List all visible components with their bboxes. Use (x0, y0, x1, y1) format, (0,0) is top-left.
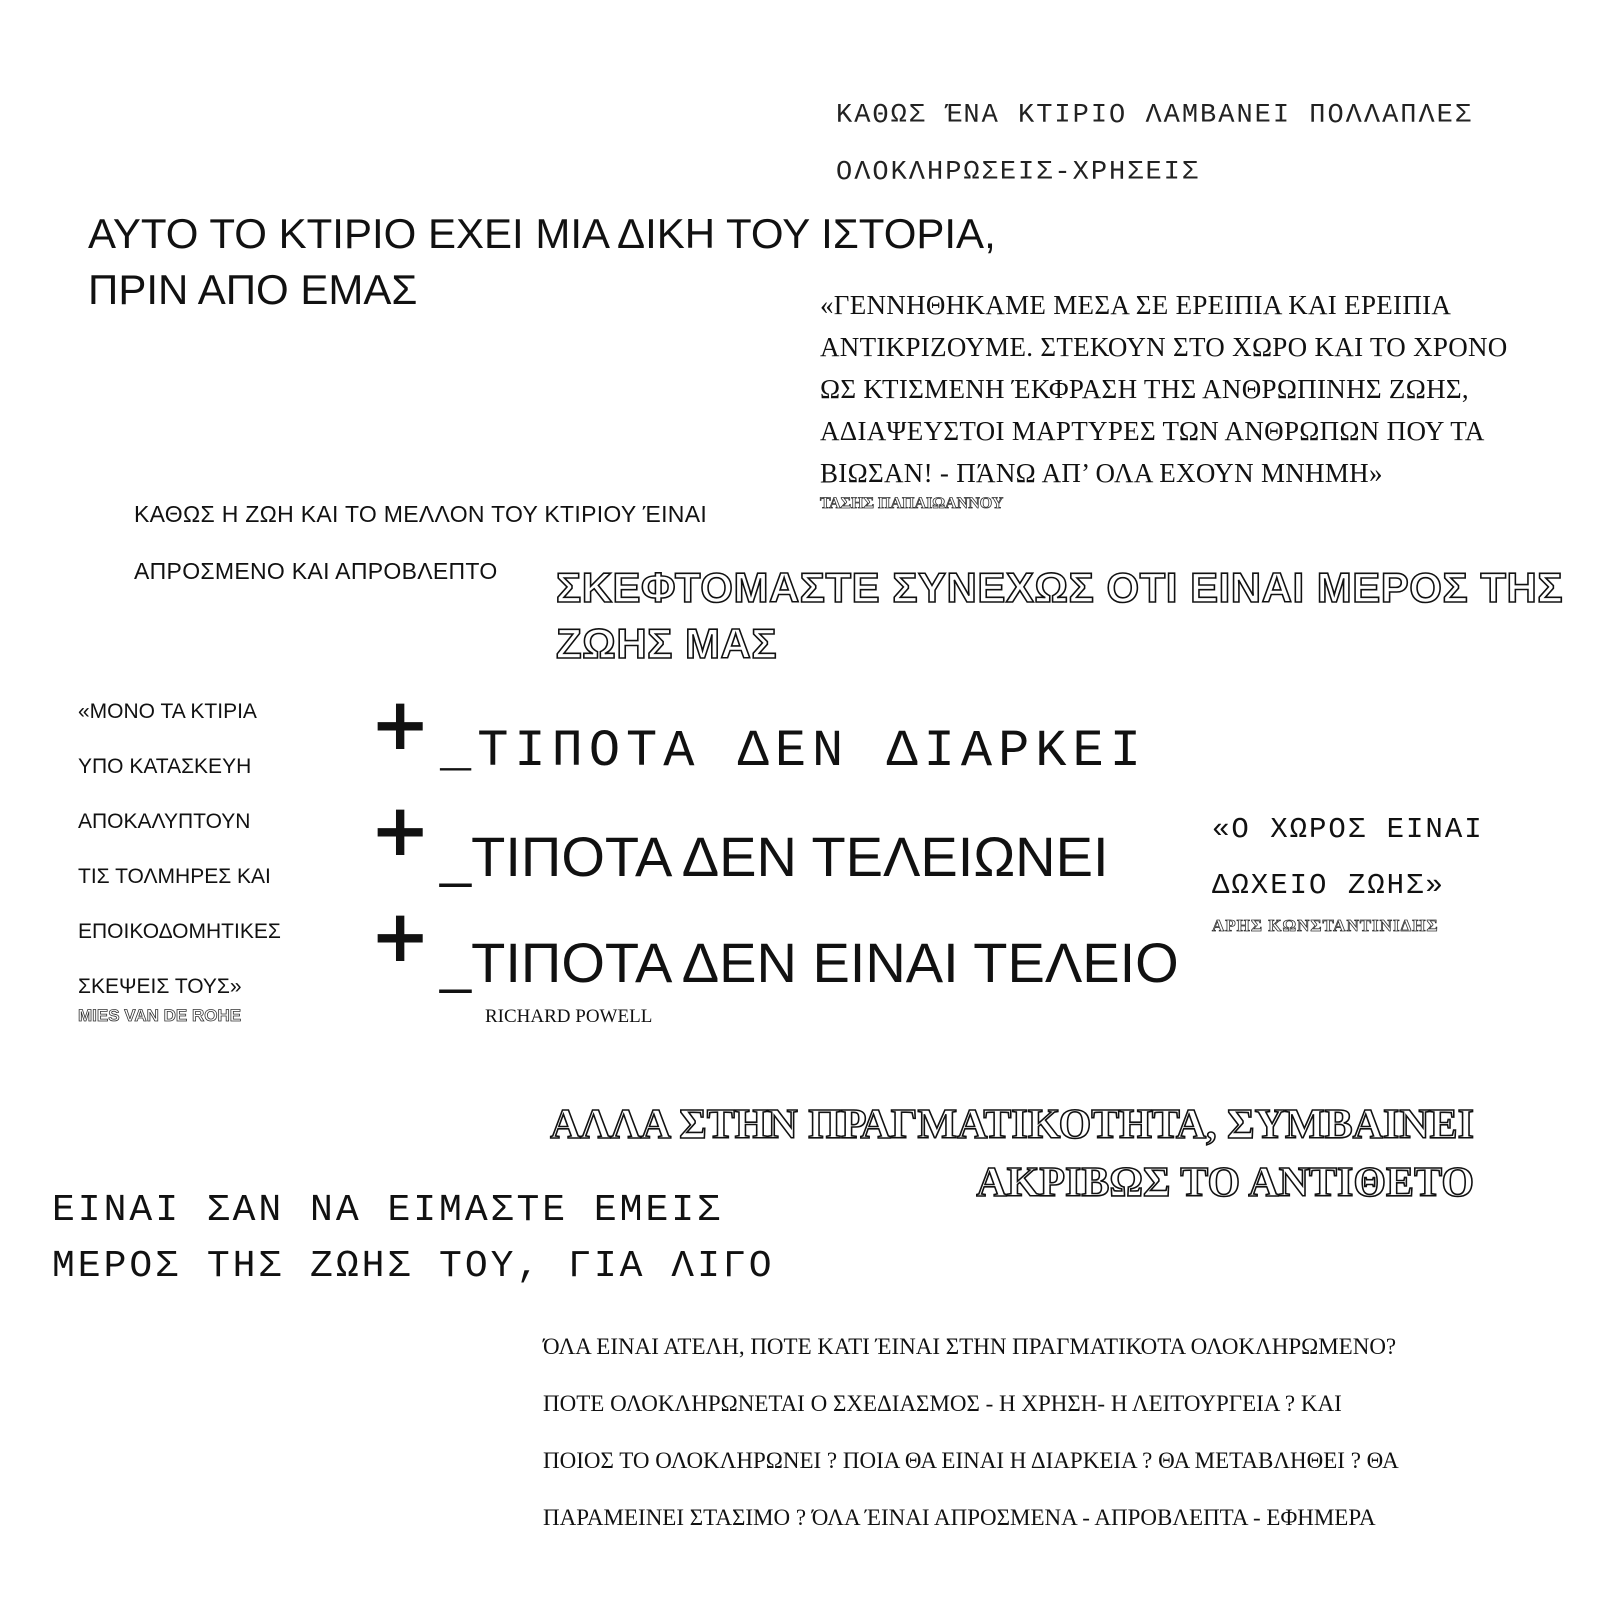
mies-quote-line: ΤΙΣ ΤΟΛΜΗΡΕΣ ΚΑΙ (78, 865, 271, 888)
reality-line-2: ΑΚΡΙΒΩΣ ΤΟ ΑΝΤΙΘΕΤΟ (976, 1160, 1474, 1206)
think-line-1: ΣΚΕΦΤΟΜΑΣΤΕ ΣΥΝΕΧΩΣ ΟΤΙ ΕΙΝΑΙ ΜΕΡΟΣ ΤΗΣ (556, 564, 1564, 611)
plus-icon: + (370, 894, 431, 978)
quote-line: «ΓΕΝΝΗΘΗΚΑΜΕ ΜΕΣΑ ΣΕ ΕΡΕΙΠΙΑ ΚΑΙ ΕΡΕΙΠΙΑ (820, 290, 1452, 320)
mies-quote (78, 684, 281, 1014)
nothing-ends: _ΤΙΠΟΤΑ ΔΕΝ ΤΕΛΕΙΩΝΕΙ (440, 825, 1109, 888)
think-line-2: ΖΩΗΣ ΜΑΣ (556, 620, 778, 667)
konstantinidis-author: ΑΡΗΣ ΚΩΝΣΤΑΝΤΙΝΙΔΗΣ (1212, 916, 1439, 935)
nothing-perfect: _ΤΙΠΟΤΑ ΔΕΝ ΕΙΝΑΙ ΤΕΛΕΙΟ (440, 931, 1179, 994)
paragraph-line: ΌΛΑ ΕΙΝΑΙ ΑΤΕΛΗ, ΠΟΤΕ ΚΑΤΙ ΈΙΝΑΙ ΣΤΗΝ ΠΡΑΓΜΑΤΙΚΟΤΑ ΟΛΟΚΛΗΡΩΜΕΝΟ? (543, 1334, 1397, 1359)
building-uses-line-2: ΟΛΟΚΛΗΡΩΣΕΙΣ-ΧΡΗΣΕΙΣ (836, 158, 1201, 188)
paragraph-line: ΠΟΙΟΣ ΤΟ ΟΛΟΚΛΗΡΩΝΕΙ ? ΠΟΙΑ ΘΑ ΕΙΝΑΙ Η ΔΙΑΡΚΕΙΑ ? ΘΑ ΜΕΤΑΒΛΗΘΕΙ ? ΘΑ (543, 1448, 1399, 1473)
mies-quote-line: «ΜΟΝΟ ΤΑ ΚΤΙΡΙΑ (78, 700, 257, 723)
life-future-line-1: ΚΑΘΩΣ Η ΖΩΗ ΚΑΙ ΤΟ ΜΕΛΛΟΝ ΤΟΥ ΚΤΙΡΙΟΥ ΈΙΝΑΙ (134, 501, 708, 527)
mies-author: MIES VAN DE ROHE (78, 1006, 242, 1025)
plus-icon: + (370, 788, 431, 872)
building-uses-line-1: ΚΑΘΩΣ ΈΝΑ ΚΤΙΡΙΟ ΛΑΜΒΑΝΕΙ ΠΟΛΛΑΠΛΕΣ (836, 101, 1474, 131)
part-of-life-line-1: ΕΙΝΑΙ ΣΑΝ ΝΑ ΕΙΜΑΣΤΕ ΕΜΕΙΣ (52, 1189, 723, 1232)
paragraph-line: ΠΑΡΑΜΕΙΝΕΙ ΣΤΑΣΙΜΟ ? ΌΛΑ ΈΙΝΑΙ ΑΠΡΟΣΜΕΝΑ - ΑΠΡΟΒΛΕΠΤΑ - ΕΦΗΜΕΡΑ (543, 1505, 1376, 1530)
paragraph-line: ΠΟΤΕ ΟΛΟΚΛΗΡΩΝΕΤΑΙ Ο ΣΧΕΔΙΑΣΜΟΣ - Η ΧΡΗΣΗ- Η ΛΕΙΤΟΥΡΓΕΙΑ ? ΚΑΙ (543, 1391, 1342, 1416)
questions-paragraph (543, 1318, 1399, 1546)
part-of-life-text (52, 1183, 775, 1295)
history-title-line-1: ΑΥΤΟ ΤΟ ΚΤΙΡΙΟ ΕΧΕΙ ΜΙΑ ΔΙΚΗ ΤΟΥ ΙΣΤΟΡΙΑ, (88, 210, 996, 257)
part-of-life-line-2: ΜΕΡΟΣ ΤΗΣ ΖΩΗΣ ΤΟΥ, ΓΙΑ ΛΙΓΟ (52, 1245, 775, 1288)
nothing-lasts: _ΤΙΠΟΤΑ ΔΕΝ ΔΙΑΡΚΕΙ (440, 722, 1147, 781)
papaioannou-author: ΤΑΣΗΣ ΠΑΠΑΙΩΑΝΝΟΥ (820, 495, 1004, 512)
powell-author: RICHARD POWELL (485, 1006, 653, 1027)
plus-icon: + (370, 682, 431, 766)
quote-line: ΩΣ ΚΤΙΣΜΕΝΗ ΈΚΦΡΑΣΗ ΤΗΣ ΑΝΘΡΩΠΙΝΗΣ ΖΩΗΣ, (820, 374, 1469, 404)
mies-quote-line: ΥΠΟ ΚΑΤΑΣΚΕΥΗ (78, 755, 252, 778)
mies-quote-line: ΕΠΟΙΚΟΔΟΜΗΤΙΚΕΣ (78, 920, 281, 943)
life-future-line-2: ΑΠΡΟΣΜΕΝΟ ΚΑΙ ΑΠΡΟΒΛΕΠΤΟ (134, 558, 498, 584)
mies-quote-line: ΑΠΟΚΑΛΥΠΤΟΥΝ (78, 810, 251, 833)
history-title-line-2: ΠΡΙΝ ΑΠΟ ΕΜΑΣ (88, 266, 418, 313)
building-uses-heading (836, 88, 1473, 202)
reality-line-1: ΑΛΛΑ ΣΤΗΝ ΠΡΑΓΜΑΤΙΚΟΤΗΤΑ, ΣΥΜΒΑΙΝΕΙ (550, 1102, 1474, 1148)
think-outline-heading (556, 560, 1563, 672)
quote2-line-2: ΔΩΧΕΙΟ ΖΩΗΣ» (1212, 869, 1445, 902)
quote-line: ΑΝΤΙΚΡΙΖΟΥΜΕ. ΣΤΕΚΟΥΝ ΣΤΟ ΧΩΡΟ ΚΑΙ ΤΟ ΧΡΟΝΟ (820, 332, 1508, 362)
quote-line: ΒΙΩΣΑΝ! - ΠΆΝΩ ΑΠ’ ΟΛΑ ΕΧΟΥΝ ΜΝΗΜΗ» (820, 458, 1383, 488)
konstantinidis-quote (1212, 802, 1484, 914)
quote2-line-1: «Ο ΧΩΡΟΣ ΕΙΝΑΙ (1212, 813, 1484, 846)
mies-quote-line: ΣΚΕΨΕΙΣ ΤΟΥΣ» (78, 975, 242, 998)
quote-line: ΑΔΙΑΨΕΥΣΤΟΙ ΜΑΡΤΥΡΕΣ ΤΩΝ ΑΝΘΡΩΠΩΝ ΠΟΥ ΤΑ (820, 416, 1485, 446)
papaioannou-quote (820, 284, 1508, 494)
